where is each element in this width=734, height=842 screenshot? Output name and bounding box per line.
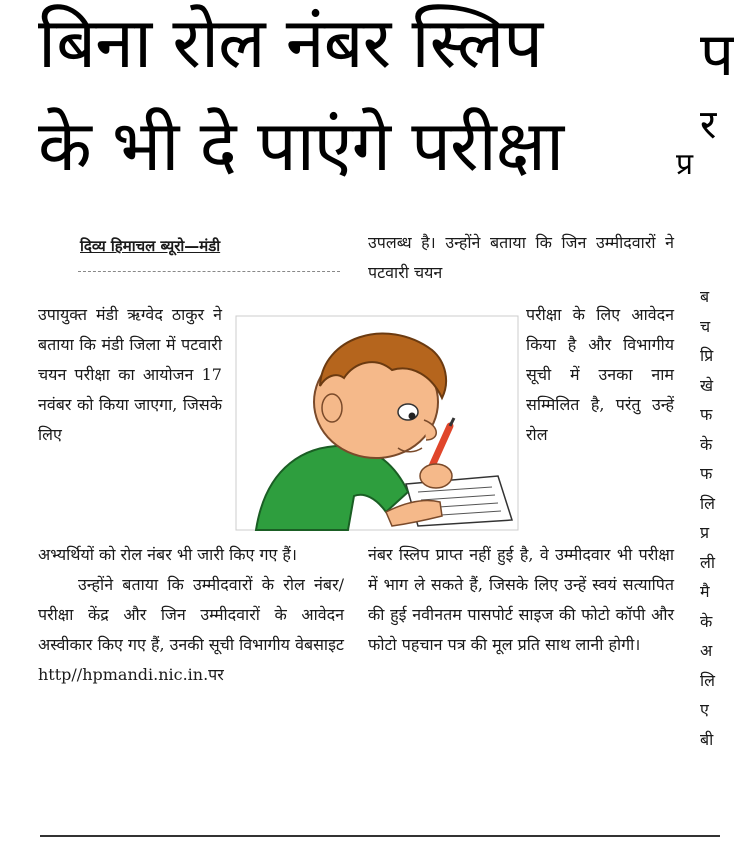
column1-wrap-text [38,300,222,450]
column1-para1-start: उपायुक्त मंडी ऋग्वेद ठाकुर ने बताया कि मंडी जिला में पटवारी चयन परीक्षा का आयोजन 17 नवंबर को किया जाएगा, जिसके लिए [38,305,222,444]
column2-top [368,228,674,288]
column2-bottom-text: नंबर स्लिप प्राप्त नहीं हुई है, वे उम्मीदवार भी परीक्षा में भाग ले सकते हैं, जिसके लिए उन्हें स्वयं सत्यापित की हुई नवीनतम पासपोर्ट साइज की फोटो कॉपी और फोटो पहचान पत्र की मूल प्रति साथ लानी होगी। [368,545,674,654]
column3-line-fragment: प्र [700,523,710,542]
column3-line-fragment: लि [700,493,715,513]
column3-line-fragment: ली [700,552,715,572]
adjacent-headline-fragment-2: र [700,102,717,148]
column3-line-fragment: अ [700,641,713,660]
column3-line-fragment: फ [700,464,713,483]
column3-line-fragment: बी [700,729,714,749]
column3-line-fragment: फ [700,405,713,424]
byline-divider [78,271,340,272]
headline-line-1: बिना रोल नंबर स्लिप [38,2,543,84]
column3-line-fragment: मै [700,582,710,601]
column2-wrap-text: परीक्षा के लिए आवेदन किया है और विभागीय सूची में उनका नाम सम्मिलित है, परंतु उन्हें रोल [526,305,674,444]
column3-line-fragment: लि [700,670,715,690]
column1-body [38,540,344,690]
column3-cut-off [700,282,720,822]
column1-para1-end: अभ्यर्थियों को रोल नंबर भी जारी किए गए हैं। [38,545,297,564]
column3-line-fragment: ए [700,700,709,719]
student-writing-exam-icon [236,316,518,530]
column3-line-fragment: च [700,316,711,336]
column3-line-fragment: के [700,434,713,454]
column2-bottom [368,540,674,660]
headline-line-2: के भी दे पाएंगे परीक्षा [38,105,564,187]
adjacent-headline-fragment: प [700,20,734,90]
bottom-divider [40,835,720,837]
column3-line-fragment: प्रि [700,346,714,365]
column3-line-fragment: के [700,611,713,631]
column3-line-fragment: खे [700,375,714,395]
adjacent-subheadline-fragment: प्र [676,147,694,182]
byline: दिव्य हिमाचल ब्यूरो—मंडी [80,237,221,255]
column1-para2: उन्होंने बताया कि उम्मीदवारों के रोल नंबर/ परीक्षा केंद्र और जिन उम्मीदवारों के आवेदन अस्वीकार किए गए हैं, उनकी सूची विभागीय वेबसाइट http//hpmandi.nic.in.पर [38,575,344,684]
column2-wrap [526,300,674,450]
column3-line-fragment: ब [700,287,710,306]
column2-top-text: उपलब्ध है। उन्होंने बताया कि जिन उम्मीदवारों ने पटवारी चयन [368,233,674,282]
